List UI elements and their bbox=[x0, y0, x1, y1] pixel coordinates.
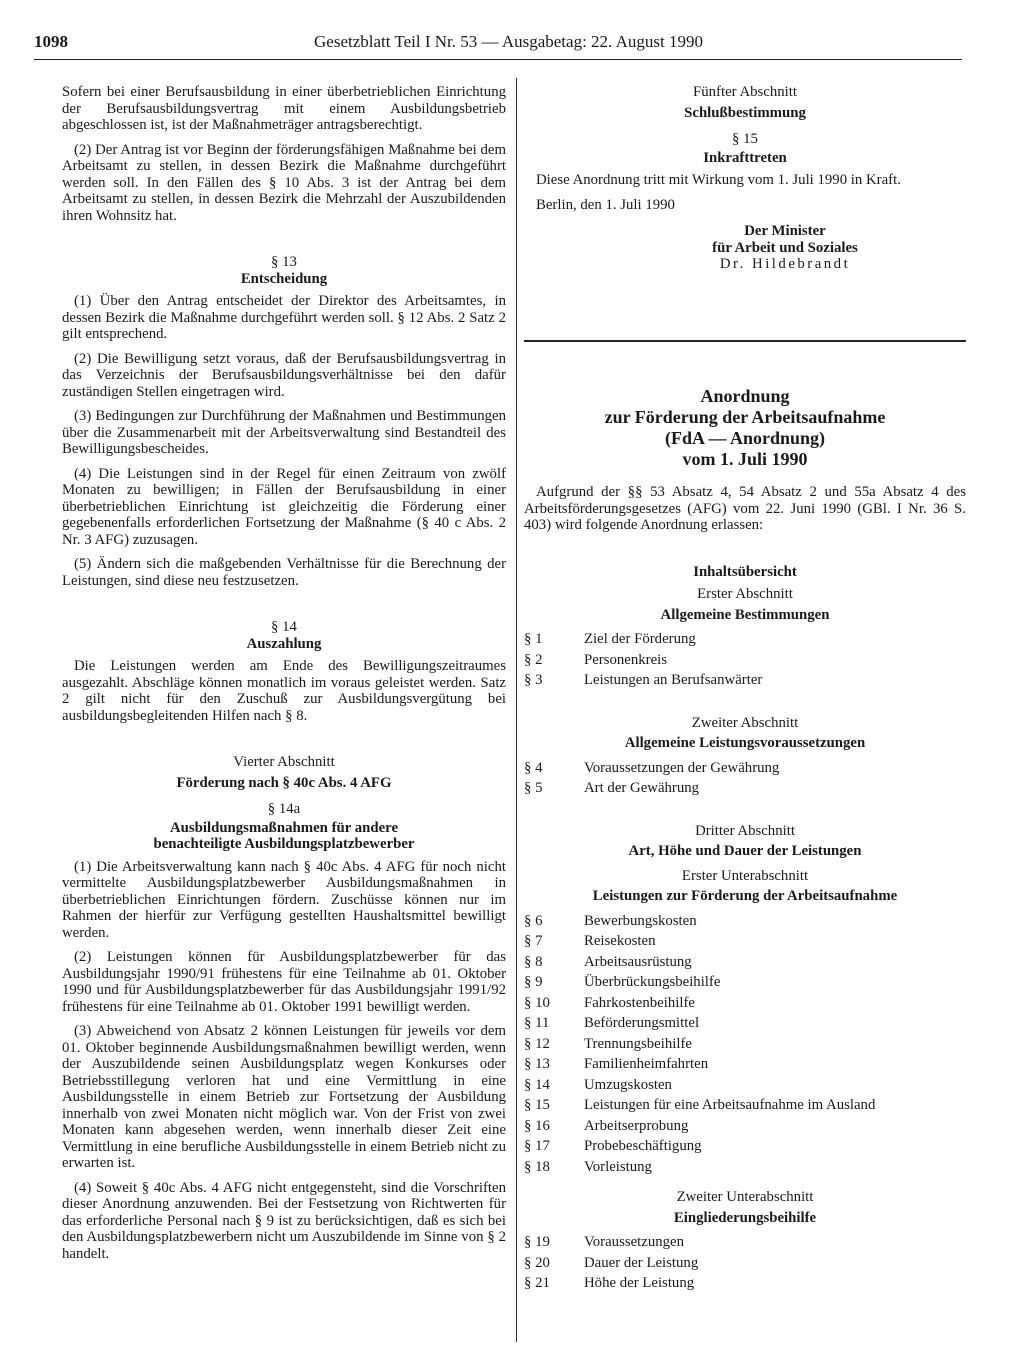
signature-line: Der Minister bbox=[744, 223, 826, 239]
section-title: benachteiligte Ausbildungsplatzbewerber bbox=[153, 836, 415, 852]
right-column-lower bbox=[524, 386, 966, 1296]
toc-item: § 21 Höhe der Leistung bbox=[524, 1275, 695, 1291]
paragraph: (1) Über den Antrag entscheidet der Direktor des Arbeitsamtes, in dessen Bezirk die Maßnahme durchgeführt werden soll. § 12 Abs. 2 Satz 2 gilt entsprechend. bbox=[62, 293, 506, 342]
left-column bbox=[62, 84, 506, 1270]
toc-list bbox=[524, 913, 966, 1180]
subchapter-title: Leistungen zur Förderung der Arbeitsaufnahme bbox=[592, 888, 898, 904]
toc-item: § 18 Vorleistung bbox=[524, 1158, 652, 1175]
toc-list bbox=[524, 760, 966, 801]
paragraph: (4) Soweit § 40c Abs. 4 AFG nicht entgegensteht, sind die Vorschriften dieser Anordnung anzuwenden. Bei der Festsetzung von Richtwerten für das erforderliche Personal nach § 9 ist zu berücksichtigen, daß es sich bei den Ausbildungsplatzbewerbern nicht um Auszubildende im Sinne von § 2 handelt. bbox=[62, 1179, 506, 1262]
chapter-heading: Erster Abschnitt bbox=[697, 586, 793, 602]
paragraph: (2) Leistungen können für Ausbildungsplatzbewerber für das Ausbildungsjahr 1990/91 frühestens für eine Teilnahme ab 01. Oktober 1990 und für Ausbildungsplatzbewerber für das Ausbildungsjahr 1991/92 frühestens für eine Teilnahme ab 01. Oktober 1991 bewilligt werden. bbox=[62, 949, 506, 1015]
document-title: zur Förderung der Arbeitsaufnahme bbox=[604, 407, 886, 427]
right-column bbox=[524, 84, 966, 273]
document-title: (FdA — Anordnung) bbox=[664, 428, 826, 448]
paragraph: (3) Bedingungen zur Durchführung der Maßnahmen und Bestimmungen über die Zusammenarbeit mit der Arbeitsverwaltung sind Bestandteil des Bewilligungsbescheides. bbox=[62, 408, 506, 457]
toc-item: § 14 Umzugskosten bbox=[524, 1076, 672, 1093]
section-number: § 13 bbox=[271, 254, 297, 270]
toc-item: § 17 Probebeschäftigung bbox=[524, 1138, 702, 1154]
toc-item: § 13 Familienheimfahrten bbox=[524, 1056, 709, 1072]
chapter-title: Schlußbestimmung bbox=[684, 104, 806, 121]
toc-list bbox=[524, 631, 966, 693]
chapter-title: Art, Höhe und Dauer der Leistungen bbox=[628, 843, 862, 859]
toc-item: § 11 Beförderungsmittel bbox=[524, 1015, 700, 1031]
paragraph: (1) Die Arbeitsverwaltung kann nach § 40c Abs. 4 AFG für noch nicht vermittelte Ausbildungsplatzbewerber Ausbildungsmaßnahmen in überbetrieblichen Einrichtungen fördern. Zuschüsse können nur im Rahmen der hierfür zur Verfügung gestellten Haushaltsmittel bewilligt werden. bbox=[62, 858, 506, 941]
toc-item: § 19 Voraussetzungen bbox=[524, 1234, 684, 1250]
section-title: Auszahlung bbox=[246, 635, 322, 652]
section-number: § 14a bbox=[267, 801, 301, 817]
paragraph: (2) Der Antrag ist vor Beginn der förderungsfähigen Maßnahme bei dem Arbeitsamt zu stellen, in dessen Bezirk die Maßnahme durchgeführt werden soll. In den Fällen des § 10 Abs. 3 ist der Antrag bei dem Arbeitsamt zu stellen, in dessen Bezirk die Mehrzahl der Auszubildenden ihren Wohnsitz hat. bbox=[62, 141, 506, 224]
subchapter-title: Eingliederungsbeihilfe bbox=[673, 1209, 817, 1226]
preamble: Aufgrund der §§ 53 Absatz 4, 54 Absatz 2 und 55a Absatz 4 des Arbeitsförderungsgesetzes (AFG) vom 22. Juni 1990 (GBl. I Nr. 36 S. 403) wird folgende Anordnung erlassen: bbox=[524, 484, 966, 533]
chapter-heading: Dritter Abschnitt bbox=[695, 822, 795, 839]
paragraph: (4) Die Leistungen sind in der Regel für einen Zeitraum von zwölf Monaten zu bewilligen; in Fällen der Berufsausbildung in einer überbetrieblichen Einrichtung ist gleichzeitig die Förderung einer gegebenenfalls erforderlichen Fortsetzung der Maßnahme (§ 40 c Abs. 2 Nr. 3 AFG) zuzusagen. bbox=[62, 465, 506, 548]
toc-item: § 1 Ziel der Förderung bbox=[524, 631, 696, 647]
toc-item: § 15 Leistungen für eine Arbeitsaufnahme im Ausland bbox=[524, 1097, 876, 1113]
section-title: Ausbildungsmaßnahmen für andere bbox=[169, 819, 399, 836]
page-header bbox=[34, 32, 964, 62]
section-title: Inkrafttreten bbox=[703, 149, 787, 166]
toc-heading: Inhaltsübersicht bbox=[693, 563, 797, 580]
toc-item: § 12 Trennungsbeihilfe bbox=[524, 1035, 692, 1052]
column-divider bbox=[516, 78, 517, 1342]
subchapter-heading: Erster Unterabschnitt bbox=[681, 867, 809, 884]
paragraph: (3) Abweichend von Absatz 2 können Leistungen für jeweils vor dem 01. Oktober beginnende Ausbildungsmaßnahmen bewilligt werden, wenn der Auszubildende seinen Ausbildungsplatz wegen Konkurses oder Betriebsstillegung verloren hat und eine Vermittlung in eine Ausbildungsstelle in einem Betrieb zur Fortsetzung der Ausbildung innerhalb von zwei Monaten nicht möglich war. Von der Frist von zwei Monaten kann abgesehen werden, wenn innerhalb dieser Zeit eine Vermittlung in eine berufliche Ausbildungsstelle in einem Betrieb nicht zu erwarten ist. bbox=[62, 1023, 506, 1171]
paragraph: Die Leistungen werden am Ende des Bewilligungszeitraumes ausgezahlt. Abschläge können monatlich im voraus geleistet werden. Satz 2 gilt nicht für den Zuschuß zur Ausbildungsvergütung bei ausbildungsbegleitenden Hilfen nach § 8. bbox=[62, 658, 506, 724]
document-title: Anordnung bbox=[700, 386, 790, 406]
page-number: 1098 bbox=[34, 32, 68, 51]
toc-item: § 3 Leistungen an Berufsanwärter bbox=[524, 672, 763, 688]
document-title: vom 1. Juli 1990 bbox=[682, 449, 808, 469]
header-rule bbox=[34, 59, 962, 60]
signature-name: Dr. Hildebrandt bbox=[719, 256, 851, 272]
paragraph: (2) Die Bewilligung setzt voraus, daß der Berufsausbildungsvertrag in das Verzeichnis der Berufsausbildungsverhältnisse bei den dafür zuständigen Stellen eingetragen wird. bbox=[62, 350, 506, 400]
section-number: § 14 bbox=[271, 619, 297, 635]
section-divider bbox=[524, 340, 966, 342]
toc-item: § 16 Arbeitserprobung bbox=[524, 1117, 689, 1134]
section-title: Entscheidung bbox=[240, 270, 328, 287]
chapter-title: Allgemeine Leistungsvoraussetzungen bbox=[624, 735, 866, 751]
chapter-title: Allgemeine Bestimmungen bbox=[660, 606, 830, 623]
chapter-title: Förderung nach § 40c Abs. 4 AFG bbox=[176, 774, 392, 791]
toc-item: § 6 Bewerbungskosten bbox=[524, 912, 697, 929]
paragraph: (5) Ändern sich die maßgebenden Verhältnisse für die Berechnung der Leistungen, sind diese neu festzusetzen. bbox=[62, 556, 506, 589]
toc-list bbox=[524, 1234, 966, 1296]
subchapter-heading: Zweiter Unterabschnitt bbox=[676, 1189, 814, 1205]
toc-item: § 2 Personenkreis bbox=[524, 651, 668, 668]
paragraph: Diese Anordnung tritt mit Wirkung vom 1. Juli 1990 in Kraft. bbox=[536, 172, 901, 188]
toc-item: § 5 Art der Gewährung bbox=[524, 780, 700, 796]
section-number: § 15 bbox=[732, 131, 758, 147]
paragraph: Sofern bei einer Berufsausbildung in einer überbetrieblichen Einrichtung der Berufsausbildungsvertrag mit einem Ausbildungsbetrieb abgeschlossen ist, ist der Maßnahmeträger antragsberechtigt. bbox=[62, 84, 506, 133]
running-head: Gesetzblatt Teil I Nr. 53 — Ausgabetag: 22. August 1990 bbox=[314, 32, 703, 51]
toc-item: § 9 Überbrückungsbeihilfe bbox=[524, 974, 721, 990]
chapter-heading: Fünfter Abschnitt bbox=[693, 84, 797, 100]
chapter-heading: Vierter Abschnitt bbox=[233, 754, 335, 770]
toc-item: § 4 Voraussetzungen der Gewährung bbox=[524, 759, 780, 776]
toc-item: § 10 Fahrkostenbeihilfe bbox=[524, 994, 695, 1011]
chapter-heading: Zweiter Abschnitt bbox=[691, 714, 799, 731]
toc-item: § 7 Reisekosten bbox=[524, 933, 656, 949]
place-date: Berlin, den 1. Juli 1990 bbox=[536, 196, 675, 213]
signature-line: für Arbeit und Soziales bbox=[712, 239, 858, 256]
toc-item: § 20 Dauer der Leistung bbox=[524, 1254, 699, 1271]
toc-item: § 8 Arbeitsausrüstung bbox=[524, 953, 692, 970]
